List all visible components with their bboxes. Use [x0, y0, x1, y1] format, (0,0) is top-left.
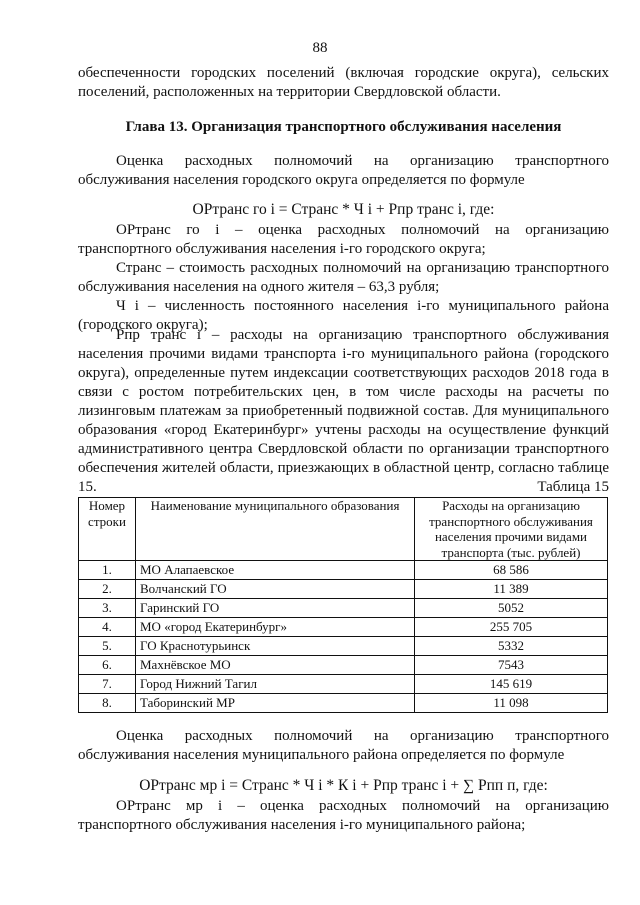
row-number: 2. [79, 580, 136, 599]
table-row [79, 599, 608, 618]
table-row [79, 561, 608, 580]
definition-strans: Странс – стоимость расходных полномочий на организацию транспортного обслуживания населения на одного жителя – 63,3 рубля; [78, 260, 609, 295]
row-municipality: Махнёвское МО [136, 656, 415, 675]
row-number: 4. [79, 618, 136, 637]
row-municipality: МО Алапаевское [136, 561, 415, 580]
formula-municipal-district: ОРтранс мр i = Странс * Ч i * К i + Рпр транс i + ∑ Рпп п, где: [139, 777, 548, 794]
paragraph-urban-district: Оценка расходных полномочий на организацию транспортного обслуживания населения городского округа определяется по формуле [78, 153, 609, 188]
table-row [79, 580, 608, 599]
formula-urban-district: ОРтранс го i = Странс * Ч i + Рпр транс i, где: [192, 201, 495, 218]
row-expenses: 68 586 [415, 561, 608, 580]
table-row [79, 675, 608, 694]
table-caption: Таблица 15 [537, 479, 609, 495]
row-expenses: 5332 [415, 637, 608, 656]
row-expenses: 255 705 [415, 618, 608, 637]
row-number: 5. [79, 637, 136, 656]
table-row [79, 694, 608, 713]
row-expenses: 11 098 [415, 694, 608, 713]
row-expenses: 145 619 [415, 675, 608, 694]
row-number: 6. [79, 656, 136, 675]
row-expenses: 5052 [415, 599, 608, 618]
row-municipality: Волчанский ГО [136, 580, 415, 599]
row-expenses: 7543 [415, 656, 608, 675]
row-number: 7. [79, 675, 136, 694]
row-expenses: 11 389 [415, 580, 608, 599]
header-row-number: Номер строки [79, 498, 136, 561]
row-municipality: Таборинский МР [136, 694, 415, 713]
table-row [79, 618, 608, 637]
definition-ortrans-go: ОРтранс го i – оценка расходных полномочий на организацию транспортного обслуживания населения i-го городского округа; [78, 222, 609, 257]
header-expenses: Расходы на организацию транспортного обслуживания населения прочими видами транспорта (тыс. рублей) [415, 498, 608, 561]
row-number: 1. [79, 561, 136, 580]
table-row [79, 637, 608, 656]
definition-ortrans-mr: ОРтранс мр i – оценка расходных полномочий на организацию транспортного обслуживания населения i-го муниципального района; [78, 798, 609, 833]
definition-population: Ч i – численность постоянного населения i-го муниципального района (городского округа); [78, 298, 609, 333]
table-header-row [79, 498, 608, 561]
row-municipality: Гаринский ГО [136, 599, 415, 618]
chapter-title: Глава 13. Организация транспортного обслуживания населения [125, 119, 562, 135]
expenses-table [78, 497, 608, 713]
row-municipality: ГО Краснотурьинск [136, 637, 415, 656]
row-municipality: МО «город Екатеринбург» [136, 618, 415, 637]
table-row [79, 656, 608, 675]
intro-paragraph: обеспеченности городских поселений (включая городские округа), сельских поселений, расположенных на территории Свердловской области. [78, 65, 609, 100]
definition-other-transport-expenses: Рпр транс i – расходы на организацию транспортного обслуживания населения прочими видами транспорта i-го муниципального района (городского округа), определенные путем индексации соответствующих расходов 2018 года в связи с ростом потребительских цен, в том числе расходы на расчеты по лизинговым платежам за приобретенный подвижной состав. Для муниципального образования «город Екатеринбург» учтены расходы на осуществление функций административного центра Свердловской области по организации транспортного обеспечения жителей области, приезжающих в областной центр, согласно таблице 15. [78, 327, 609, 495]
row-municipality: Город Нижний Тагил [136, 675, 415, 694]
row-number: 8. [79, 694, 136, 713]
row-number: 3. [79, 599, 136, 618]
page-number: 88 [312, 40, 328, 56]
header-municipality: Наименование муниципального образования [136, 498, 415, 561]
paragraph-municipal-district: Оценка расходных полномочий на организацию транспортного обслуживания населения муниципального района определяется по формуле [78, 728, 609, 763]
